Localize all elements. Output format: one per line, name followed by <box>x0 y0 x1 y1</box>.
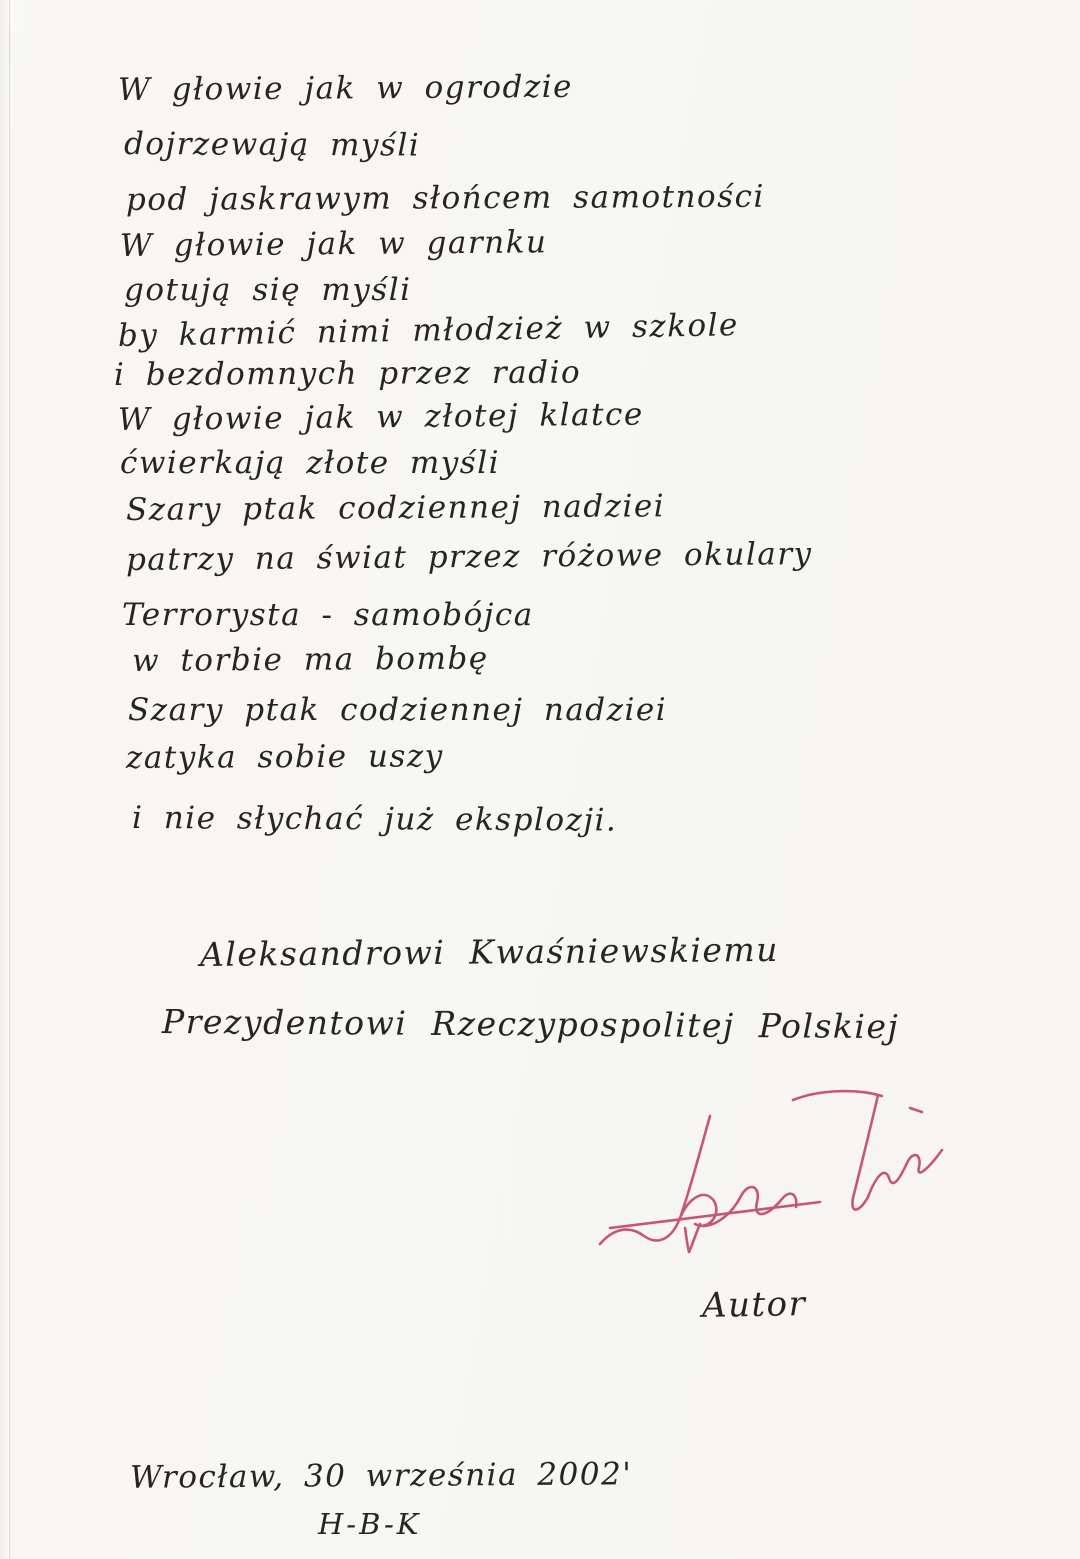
poem-line: Szary ptak codziennej nadziei <box>125 488 666 528</box>
poem-line: pod jaskrawym słońcem samotności <box>125 178 765 218</box>
poem-line: dojrzewają myśli <box>123 126 421 164</box>
poem-line: patrzy na świat przez różowe okulary <box>125 536 813 578</box>
poem-line: gotują się myśli <box>124 272 412 308</box>
poem-line: ćwierkają złote myśli <box>120 445 501 481</box>
poem-line: Szary ptak codziennej nadziei <box>128 692 668 728</box>
poem-line: W głowie jak w złotej klatce <box>117 396 644 438</box>
poem-line: zatyka sobie uszy <box>125 738 444 776</box>
poem-line: i nie słychać już eksplozji. <box>131 800 618 839</box>
poem-line: i bezdomnych przez radio <box>113 354 582 393</box>
poem-line: by karmić nimi młodzież w szkole <box>117 307 740 354</box>
author-signature-ink <box>588 1078 950 1258</box>
poem-line: W głowie jak w garnku <box>119 224 548 264</box>
poem-line: W głowie jak w ogrodzie <box>117 68 574 108</box>
author-initials: H-B-K <box>318 1507 422 1541</box>
dedication-recipient-title: Prezydentowi Rzeczypospolitej Polskiej <box>161 1002 900 1047</box>
dedication-recipient-name: Aleksandrowi Kwaśniewskiemu <box>199 929 780 974</box>
poem-line: w torbie ma bombę <box>131 640 489 679</box>
paper-edge-shade <box>0 0 9 1559</box>
paper-edge-line <box>9 0 10 1559</box>
place-date: Wrocław, 30 września 2002' <box>129 1456 633 1496</box>
author-label: Autor <box>701 1284 807 1326</box>
poem-line: Terrorysta - samobójca <box>122 597 534 633</box>
